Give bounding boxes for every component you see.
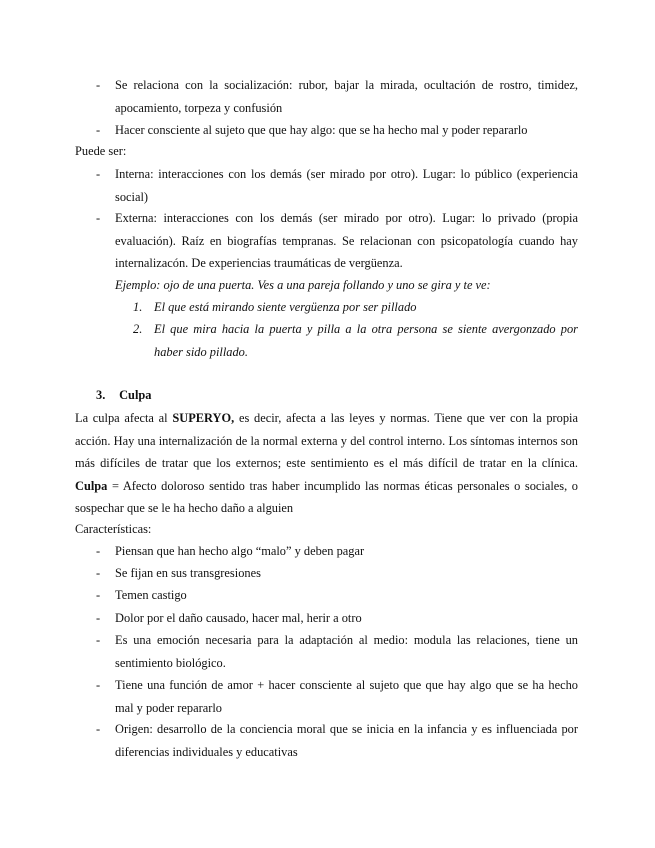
list-item-text: Es una emoción necesaria para la adaptación al medio: modula las relaciones, tiene un sentimiento biológico.: [115, 633, 578, 670]
section-heading: [96, 384, 151, 407]
list-item-text: Temen castigo: [115, 588, 187, 602]
puede-ser-label: Puede ser:: [75, 144, 127, 158]
bullet-dash: -: [96, 588, 101, 602]
item-text: El que está mirando siente vergüenza por ser pillado: [154, 300, 417, 314]
paragraph-text: es decir, afecta a las leyes y normas. Tiene que ver con la propia acción. Hay una internalización de la normal externa y del control interno. Los síntomas internos son más difíciles de tratar que los externos; este sentimiento es el más difícil de tratar en la clínica.: [75, 411, 578, 470]
list-item-text: Externa: interacciones con los demás (ser mirado por otro). Lugar: lo privado (propia evaluación). Raíz en biografías tempranas. Se relacionan con psicopatología cuando hay internalizacón. De experiencias traumáticas de vergüenza.: [115, 211, 578, 270]
list-item: [96, 207, 578, 275]
bullet-dash: -: [96, 78, 101, 92]
bullet-dash: -: [96, 167, 101, 181]
item-number: 1.: [133, 300, 143, 314]
bullet-dash: -: [96, 566, 101, 580]
list-item: [96, 718, 578, 763]
list-item-text: Piensan que han hecho algo “malo” y deben pagar: [115, 544, 365, 558]
numbered-item: [133, 318, 578, 363]
list-item-text: Origen: desarrollo de la conciencia moral que se inicia en la infancia y es influenciada por diferencias individuales y educativas: [115, 722, 578, 759]
list-item: [96, 119, 578, 142]
section-title: Culpa: [119, 388, 152, 402]
list-item-text: Se relaciona con la socialización: rubor, bajar la mirada, ocultación de rostro, timidez, apocamiento, torpeza y confusión: [115, 78, 578, 115]
paragraph-text: La culpa afecta al: [75, 411, 173, 425]
list-item: [96, 674, 578, 719]
bold-term: SUPERYO,: [172, 411, 235, 425]
list-item: [96, 562, 578, 585]
bullet-dash: -: [96, 123, 101, 137]
bullet-dash: -: [96, 611, 101, 625]
bullet-dash: -: [96, 544, 101, 558]
example-intro: Ejemplo: ojo de una puerta. Ves a una pareja follando y uno se gira y te ve:: [115, 278, 491, 292]
list-item: [96, 540, 578, 563]
numbered-item: [133, 296, 578, 319]
list-item-text: Tiene una función de amor + hacer consciente al sujeto que que hay algo que se ha hecho mal y poder repararlo: [115, 678, 578, 715]
paragraph-text: = Afecto doloroso sentido tras haber incumplido las normas éticas personales o sociales, o sospechar que se le ha hecho daño a alguien: [75, 478, 578, 515]
paragraph: [75, 407, 578, 520]
list-item-text: Se fijan en sus transgresiones: [115, 566, 261, 580]
list-item: [96, 607, 578, 630]
bold-term: Culpa: [75, 478, 108, 493]
list-item-text: Hacer consciente al sujeto que que hay algo: que se ha hecho mal y poder repararlo: [115, 123, 528, 137]
list-item: [96, 74, 578, 119]
bullet-dash: -: [96, 722, 101, 736]
list-item-text: Interna: interacciones con los demás (ser mirado por otro). Lugar: lo público (experiencia social): [115, 167, 578, 204]
list-item-text: Dolor por el daño causado, hacer mal, herir a otro: [115, 611, 362, 625]
list-item: [96, 629, 578, 674]
item-text: El que mira hacia la puerta y pilla a la otra persona se siente avergonzado por haber sido pillado.: [154, 322, 578, 359]
item-number: 2.: [133, 322, 143, 336]
bullet-dash: -: [96, 633, 101, 647]
bullet-dash: -: [96, 678, 101, 692]
list-item: [96, 163, 578, 208]
caracteristicas-label: Características:: [75, 522, 152, 536]
list-item: [96, 584, 578, 607]
section-number: 3.: [96, 388, 106, 402]
bullet-dash: -: [96, 211, 101, 225]
